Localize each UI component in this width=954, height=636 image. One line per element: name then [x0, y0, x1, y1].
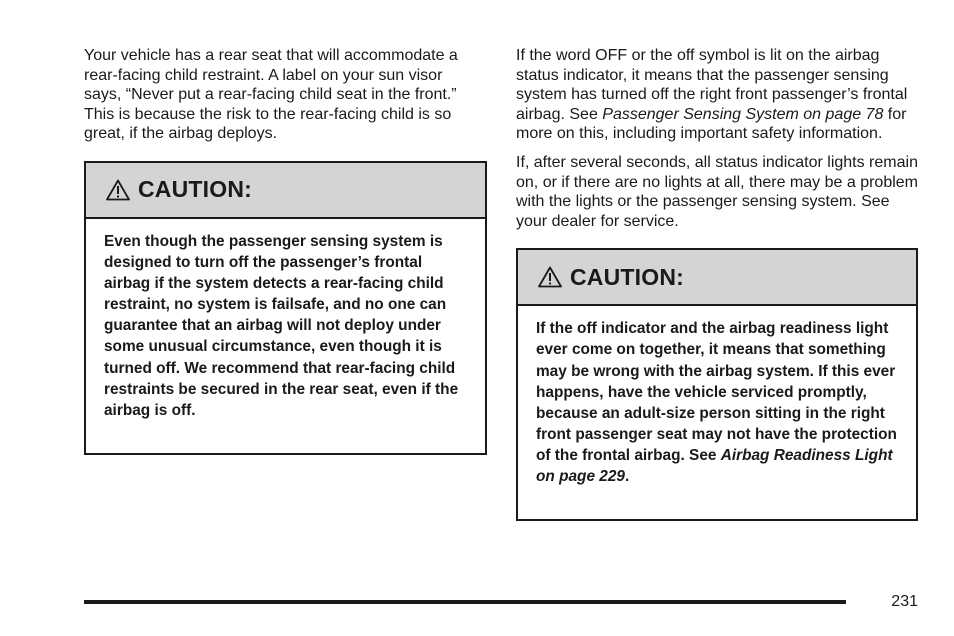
caution-body: [518, 306, 916, 501]
cross-reference-link: Passenger Sensing System on page 78: [602, 105, 884, 123]
caution-box-right: [516, 248, 918, 521]
caution-header: [86, 163, 485, 219]
right-column: [516, 46, 918, 521]
warning-triangle-icon: [538, 266, 562, 288]
cross-reference-link: Airbag Readiness Light on page 229: [536, 446, 893, 485]
page-number: 231: [891, 593, 918, 610]
paragraph-text: for more on this, including important safety information.: [516, 105, 907, 143]
status-indicator-paragraph: [516, 46, 918, 144]
caution-text: If the off indicator and the airbag readiness light ever come on together, it means that something may be wrong with the airbag system. If this ever happens, have the vehicle serviced promptly, because an adult-size person sitting in the right front passenger seat may not have the protection of the frontal airbag. See: [536, 320, 897, 464]
intro-paragraph: Your vehicle has a rear seat that will accommodate a rear-facing child restraint. A label on your sun visor says, “Never put a rear-facing child seat in the front.” This is because the risk to the rear-facing child is so great, if the airbag deploys.: [84, 47, 458, 143]
caution-title: CAUTION:: [570, 263, 685, 290]
paragraph-text: If the word OFF or the off symbol is lit on the airbag status indicator, it means that the passenger sensing system has turned off the right front passenger’s frontal airbag. See: [516, 47, 908, 123]
left-column: [84, 46, 487, 455]
caution-box-left: [84, 161, 487, 455]
footer-rule: [84, 600, 846, 604]
caution-body: Even though the passenger sensing system is designed to turn off the passenger’s frontal airbag if the system detects a rear-facing child restraint, no system is failsafe, and no one can guarantee that an airbag will not deploy under some unusual circumstance, even though it is turned off. We recommend that rear-facing child restraints be secured in the rear seat, even if the airbag is off.: [104, 232, 459, 419]
caution-text: .: [624, 468, 630, 485]
status-lights-paragraph: If, after several seconds, all status indicator lights remain on, or if there are no lights at all, there may be a problem with the lights or the passenger sensing system. See your dealer for service.: [516, 153, 918, 230]
caution-title: CAUTION:: [138, 176, 253, 203]
caution-header: [518, 250, 916, 306]
warning-triangle-icon: [106, 179, 130, 201]
